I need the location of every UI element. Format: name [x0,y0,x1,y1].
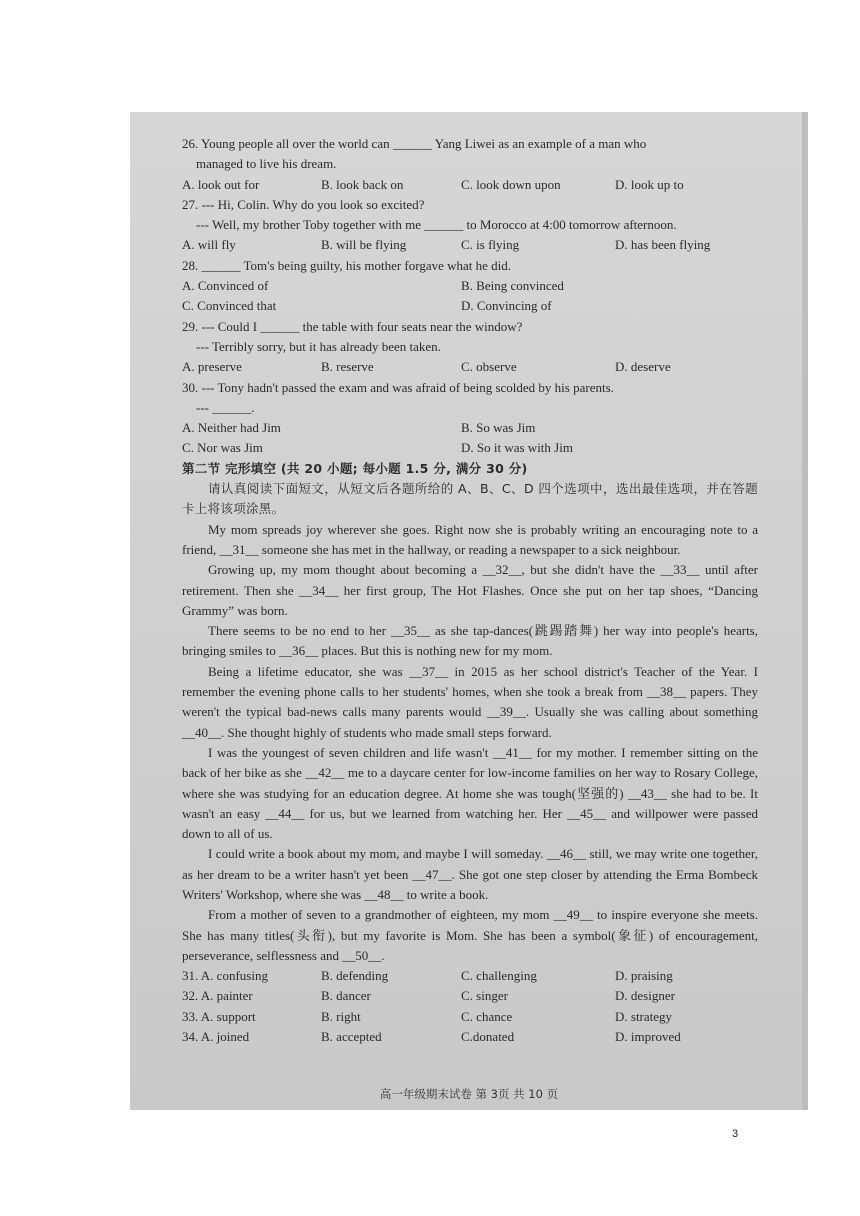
option-a: A. look out for [182,176,260,192]
cloze-passage [182,520,758,967]
question-text: --- Well, my brother Toby together with me ______ to Morocco at 4:00 tomorrow afternoon. [196,217,677,233]
option-b: B. So was Jim [461,420,536,436]
option-b: B. dancer [321,988,371,1004]
passage-paragraph: Growing up, my mom thought about becoming a __32__, but she didn't have the __33__ until after retirement. Then she __34__ her first group, The Hot Flashes. Once she put on her tap shoes, “Dancing Grammy” was born. [182,562,758,618]
passage-paragraph: I was the youngest of seven children and life wasn't __41__ for my mother. I remember sitting on the back of her bike as she __42__ me to a daycare center for low-income families on her way to Rosary College, where she was studying for an education degree. At home she was tough(坚强的) __43__ she had to be. It wasn't an easy __44__ for us, but we learned from watching her. Her __45__ and willpower were passed down to all of us. [182,744,758,842]
option-c: C. Convinced that [182,298,277,314]
question-text: 30. --- Tony hadn't passed the exam and was afraid of being scolded by his parents. [182,379,614,395]
cloze-option-row [182,1027,758,1047]
answer-options [182,175,758,195]
page-edge [802,112,808,1110]
question-text: --- ______. [196,399,255,415]
cloze-option-row [182,1007,758,1027]
passage-paragraph: I could write a book about my mom, and maybe I will someday. __46__ still, we may write one together, as her dream to be a writer hasn't yet been __47__. She got one step closer by attending the Erma Bombeck Writers' Workshop, where she was __48__ to write a book. [182,846,758,902]
option-a: 34. A. joined [182,1029,250,1045]
section-title: 第二节 完形填空 (共 20 小题; 每小题 1.5 分, 满分 30 分) [182,460,528,476]
question-30 [182,378,758,459]
question-text: managed to live his dream. [196,156,337,172]
option-b: B. Being convinced [461,278,564,294]
option-a: 31. A. confusing [182,968,268,984]
answer-options [182,276,758,296]
question-28 [182,256,758,317]
option-a: A. will fly [182,237,236,253]
question-text: --- Terribly sorry, but it has already been taken. [196,338,441,354]
passage-paragraph: From a mother of seven to a grandmother of eighteen, my mom __49__ to inspire everyone she meets. She has many titles(头衔), but my favorite is Mom. She has been a symbol(象征) of encouragement, perseverance, selflessness and __50__. [182,907,758,963]
option-a: 32. A. painter [182,988,253,1004]
option-a: A. Neither had Jim [182,420,281,436]
option-b: B. defending [321,968,389,984]
page-footer: 高一年级期末试卷 第 3页 共 10 页 [379,1086,559,1101]
answer-options [182,438,758,458]
passage-paragraph: Being a lifetime educator, she was __37__ in 2015 as her school district's Teacher of the Year. I remember the evening phone calls to her students' homes, when she took a break from __38__ papers. They weren't the typical bad-news calls many parents would __39__. Usually she was calling about something __40__. She thought highly of students who made small steps forward. [182,663,758,740]
page-number: 3 [732,1128,739,1140]
question-26 [182,134,758,195]
exam-page-photo [130,112,808,1110]
option-d: D. praising [615,968,673,984]
option-b: B. reserve [321,359,374,375]
section-instruction: 请认真阅读下面短文，从短文后各题所给的 A、B、C、D 四个选项中，选出最佳选项，并在答题卡上将该项涂黑。 [182,481,758,517]
question-29 [182,317,758,378]
question-text: 26. Young people all over the world can ______ Yang Liwei as an example of a man who [182,136,647,151]
option-b: B. look back on [321,176,404,192]
option-c: C. look down upon [461,176,561,192]
option-d: D. look up to [615,176,684,192]
option-d: D. designer [615,988,675,1004]
question-text: 27. --- Hi, Colin. Why do you look so excited? [182,196,425,212]
option-d: D. Convincing of [461,298,552,314]
option-a: 33. A. support [182,1008,256,1024]
question-27 [182,195,758,256]
option-c: C. Nor was Jim [182,440,263,456]
option-a: A. Convinced of [182,278,269,294]
option-d: D. improved [615,1029,681,1045]
option-c: C. is flying [461,237,520,253]
answer-options [182,235,758,255]
passage-paragraph: There seems to be no end to her __35__ as she tap-dances(跳踢踏舞) her way into people's hearts, bringing smiles to __36__ places. But this is nothing new for my mom. [182,623,758,659]
option-d: D. strategy [615,1008,673,1024]
option-c: C.donated [461,1029,515,1045]
answer-options [182,357,758,377]
passage-paragraph: My mom spreads joy wherever she goes. Right now she is probably writing an encouraging note to a friend, __31__ someone she has met in the hallway, or reading a newspaper to a sick neighbour. [182,521,758,557]
answer-options [182,296,758,316]
cloze-option-row [182,966,758,986]
option-c: C. observe [461,359,517,375]
option-c: C. challenging [461,968,537,984]
option-b: B. accepted [321,1029,382,1045]
option-d: D. deserve [615,359,671,375]
question-text: 29. --- Could I ______ the table with four seats near the window? [182,318,523,334]
cloze-options [182,966,758,1047]
question-text: 28. ______ Tom's being guilty, his mother forgave what he did. [182,257,512,273]
option-b: B. will be flying [321,237,407,253]
cloze-option-row [182,986,758,1006]
option-b: B. right [321,1008,361,1024]
option-d: D. So it was with Jim [461,440,573,456]
option-c: C. chance [461,1008,513,1024]
option-c: C. singer [461,988,508,1004]
answer-options [182,418,758,438]
option-a: A. preserve [182,359,242,375]
option-d: D. has been flying [615,237,711,253]
